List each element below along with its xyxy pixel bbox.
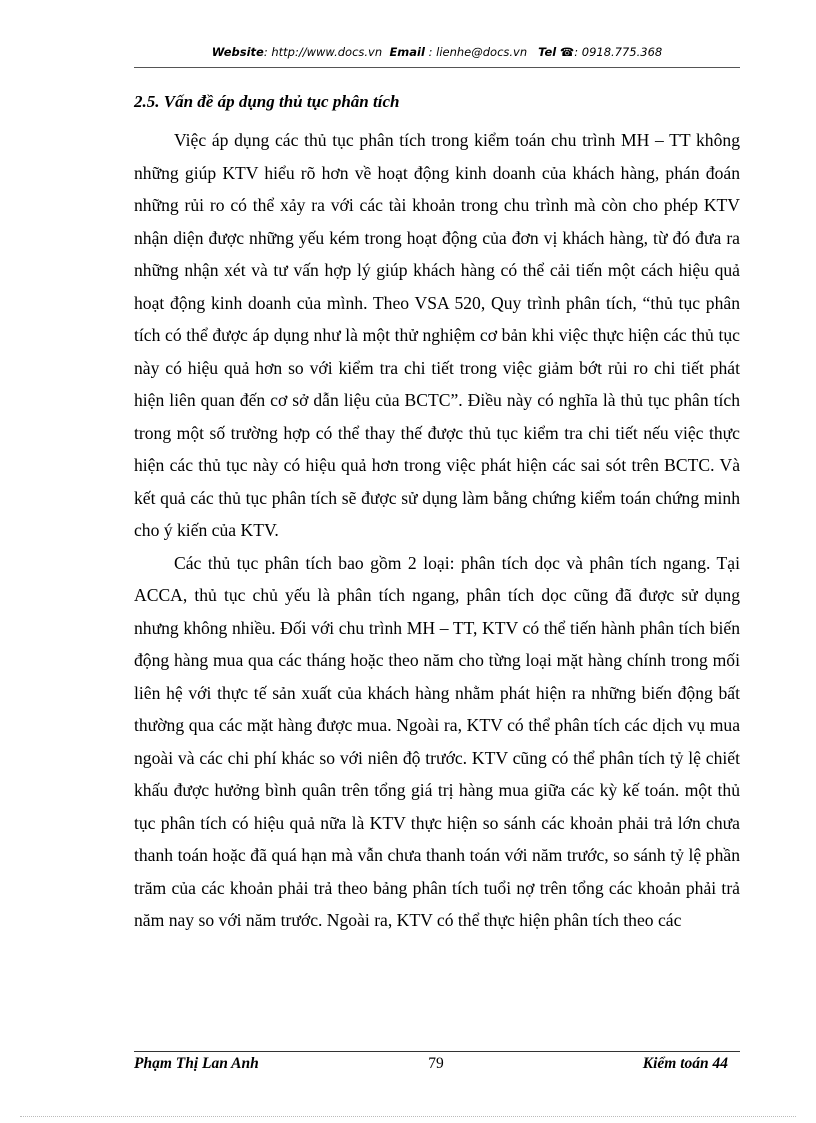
paragraph: Việc áp dụng các thủ tục phân tích trong kiểm toán chu trình MH – TT không những giúp KTV hiểu rõ hơn về hoạt động kinh doanh của khách hàng, phán đoán những rủi ro có thể xảy ra với các tài khoản trong chu trình mà còn cho phép KTV nhận diện được những yếu kém trong hoạt động của đơn vị khách hàng, từ đó đưa ra những nhận xét và tư vấn hợp lý giúp khách hàng có thể cải tiến một cách hiệu quả hoạt động kinh doanh của mình. Theo VSA 520, Quy trình phân tích, “thủ tục phân tích có thể được áp dụng như là một thử nghiệm cơ bản khi việc thực hiện các thủ tục này có hiệu quả hơn so với kiểm tra chi tiết trong việc giảm bớt rủi ro chi tiết phát hiện liên quan đến cơ sở dẫn liệu của BCTC”. Điều này có nghĩa là thủ tục phân tích trong một số trường hợp có thể thay thế được thủ tục kiểm tra chi tiết nếu việc thực hiện các thủ tục này có hiệu quả hơn trong việc phát hiện các sai sót trên BCTC. Và kết quả các thủ tục phân tích sẽ được sử dụng làm bằng chứng kiểm toán chứng minh cho ý kiến của KTV.: [134, 130, 740, 540]
page-number: 79: [428, 1055, 444, 1072]
section-heading: 2.5. Vấn đề áp dụng thủ tục phân tích: [134, 92, 400, 111]
footer-author: Phạm Thị Lan Anh: [134, 1055, 259, 1072]
email-label: Email: [389, 45, 425, 59]
paragraph: Các thủ tục phân tích bao gồm 2 loại: phân tích dọc và phân tích ngang. Tại ACCA, thủ tục chủ yếu là phân tích ngang, phân tích dọc cũng đã được sử dụng nhưng không nhiều. Đối với chu trình MH – TT, KTV có thể tiến hành phân tích biến động hàng mua qua các tháng hoặc theo năm cho từng loại mặt hàng chính trong mối liên hệ với thực tế sản xuất của khách hàng nhằm phát hiện ra những biến động bất thường qua các mặt hàng được mua. Ngoài ra, KTV có thể phân tích các dịch vụ mua ngoài và các chi phí khác so với niên độ trước. KTV cũng có thể phân tích tỷ lệ chiết khấu được hưởng bình quân trên tổng giá trị hàng mua giữa các kỳ kế toán. một thủ tục phân tích có hiệu quả nữa là KTV thực hiện so sánh các khoản phải trả lớn chưa thanh toán hoặc đã quá hạn mà vẫn chưa thanh toán với năm trước, so sánh tỷ lệ phần trăm của các khoản phải trả theo bảng phân tích tuổi nợ trên tổng các khoản phải trả năm nay so với năm trước. Ngoài ra, KTV có thể thực hiện phân tích theo các: [134, 552, 740, 930]
footer-class: Kiểm toán 44: [642, 1055, 728, 1072]
page-bottom-dotted-border: [20, 1116, 796, 1117]
phone-icon: ☎: [559, 45, 575, 59]
website-label: Website: [211, 45, 264, 59]
email-value: : lienhe@docs.vn: [428, 45, 528, 59]
footer-divider: [134, 1051, 740, 1052]
body-text: [134, 124, 740, 937]
tel-label: Tel: [538, 45, 557, 59]
tel-value: : 0918.775.368: [574, 45, 663, 59]
website-value: : http://www.docs.vn: [263, 45, 383, 59]
page-header: [134, 45, 740, 68]
